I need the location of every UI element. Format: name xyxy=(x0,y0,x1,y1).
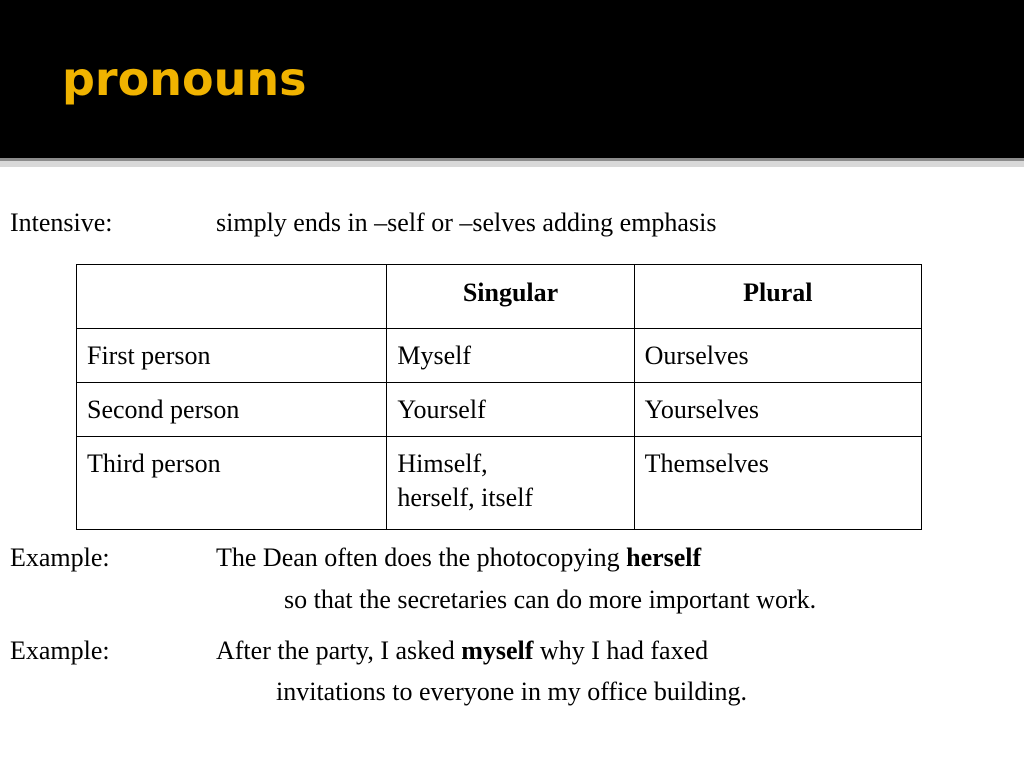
example-emphasis: myself xyxy=(461,636,534,665)
table-row xyxy=(77,437,922,530)
cell-person: Second person xyxy=(77,383,387,437)
title-divider-shadow xyxy=(0,161,1024,167)
cell-singular-line: herself, itself xyxy=(397,483,534,512)
example-continuation: invitations to everyone in my office building. xyxy=(276,677,748,706)
table-header-singular: Singular xyxy=(387,265,634,329)
cell-plural: Themselves xyxy=(634,437,921,530)
cell-singular: Yourself xyxy=(387,383,634,437)
intro-text: simply ends in –self or –selves adding emphasis xyxy=(216,208,717,237)
example-sentence xyxy=(216,638,708,664)
example-text: why I had faxed xyxy=(533,636,709,665)
table-row xyxy=(77,383,922,437)
example-label: Example: xyxy=(10,543,110,572)
pronoun-table xyxy=(76,264,922,530)
cell-singular: Myself xyxy=(387,329,634,383)
table-header-plural: Plural xyxy=(634,265,921,329)
example-text: After the party, I asked xyxy=(216,636,462,665)
cell-singular xyxy=(387,437,634,530)
table-header-blank xyxy=(77,265,387,329)
cell-singular-line: Himself, xyxy=(397,449,488,478)
intro-label: Intensive: xyxy=(10,208,113,237)
table-row xyxy=(77,329,922,383)
example-text: The Dean often does the photocopying xyxy=(216,543,627,572)
example-label: Example: xyxy=(10,636,110,665)
example-sentence xyxy=(216,545,701,571)
cell-person: Third person xyxy=(77,437,387,530)
slide-title: pronouns xyxy=(62,52,307,106)
table-header-row xyxy=(77,265,922,329)
cell-plural: Yourselves xyxy=(634,383,921,437)
example-emphasis: herself xyxy=(626,543,702,572)
cell-person: First person xyxy=(77,329,387,383)
example-continuation: so that the secretaries can do more important work. xyxy=(284,585,817,614)
cell-plural: Ourselves xyxy=(634,329,921,383)
